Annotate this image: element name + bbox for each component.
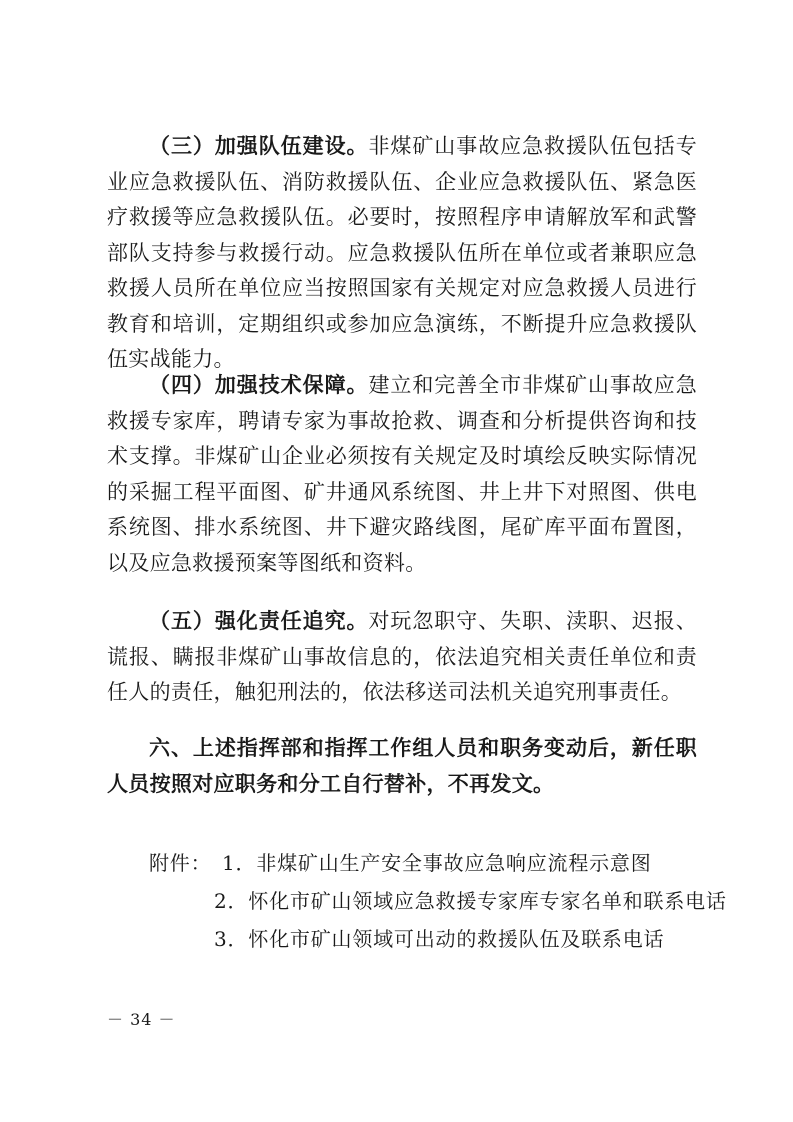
section-six-paragraph: 六、上述指挥部和指挥工作组人员和职务变动后，新任职人员按照对应职务和分工自行替补，不再发文。 xyxy=(107,735,697,796)
attachment-item: 2．怀化市矿山领域应急救援专家库专家名单和联系电话 xyxy=(214,889,727,913)
attachment-item: 3．怀化市矿山领域可出动的救援队伍及联系电话 xyxy=(214,927,665,951)
attachments-label: 附件： xyxy=(149,851,212,875)
paragraph-heading: （三）加强队伍建设。 xyxy=(149,133,369,158)
paragraph-body: 建立和完善全市非煤矿山事故应急救援专家库，聘请专家为事故抢救、调查和分析提供咨询和技术支撑。非煤矿山企业必须按有关规定及时填绘反映实际情况的采掘工程平面图、矿井通风系统图、井上井下对照图、供电系统图、排水系统图、井下避灾路线图，尾矿库平面布置图，以及应急救援预案等图纸和资料。 xyxy=(107,373,698,575)
paragraph-team-building xyxy=(107,128,697,378)
paragraph-body: 非煤矿山事故应急救援队伍包括专业应急救援队伍、消防救援队伍、企业应急救援队伍、紧急医疗救援等应急救援队伍。必要时，按照程序申请解放军和武警部队支持参与救援行动。应急救援队伍所在单位或者兼职应急救援人员所在单位应当按照国家有关规定对应急救援人员进行教育和培训，定期组织或参加应急演练，不断提升应急救援队伍实战能力。 xyxy=(107,134,698,371)
page-number: － 34 － xyxy=(107,1010,176,1029)
paragraph-heading: （四）加强技术保障。 xyxy=(149,372,369,397)
paragraph-accountability xyxy=(107,603,697,711)
paragraph-body: 对玩忽职守、失职、渎职、迟报、谎报、瞒报非煤矿山事故信息的，依法追究相关责任单位和责任人的责任，触犯刑法的，依法移送司法机关追究刑事责任。 xyxy=(107,609,698,704)
paragraph-technical-support xyxy=(107,367,697,581)
paragraph-heading: （五）强化责任追究。 xyxy=(149,608,369,633)
attachment-item: 1．非煤矿山生产安全事故应急响应流程示意图 xyxy=(222,851,652,875)
